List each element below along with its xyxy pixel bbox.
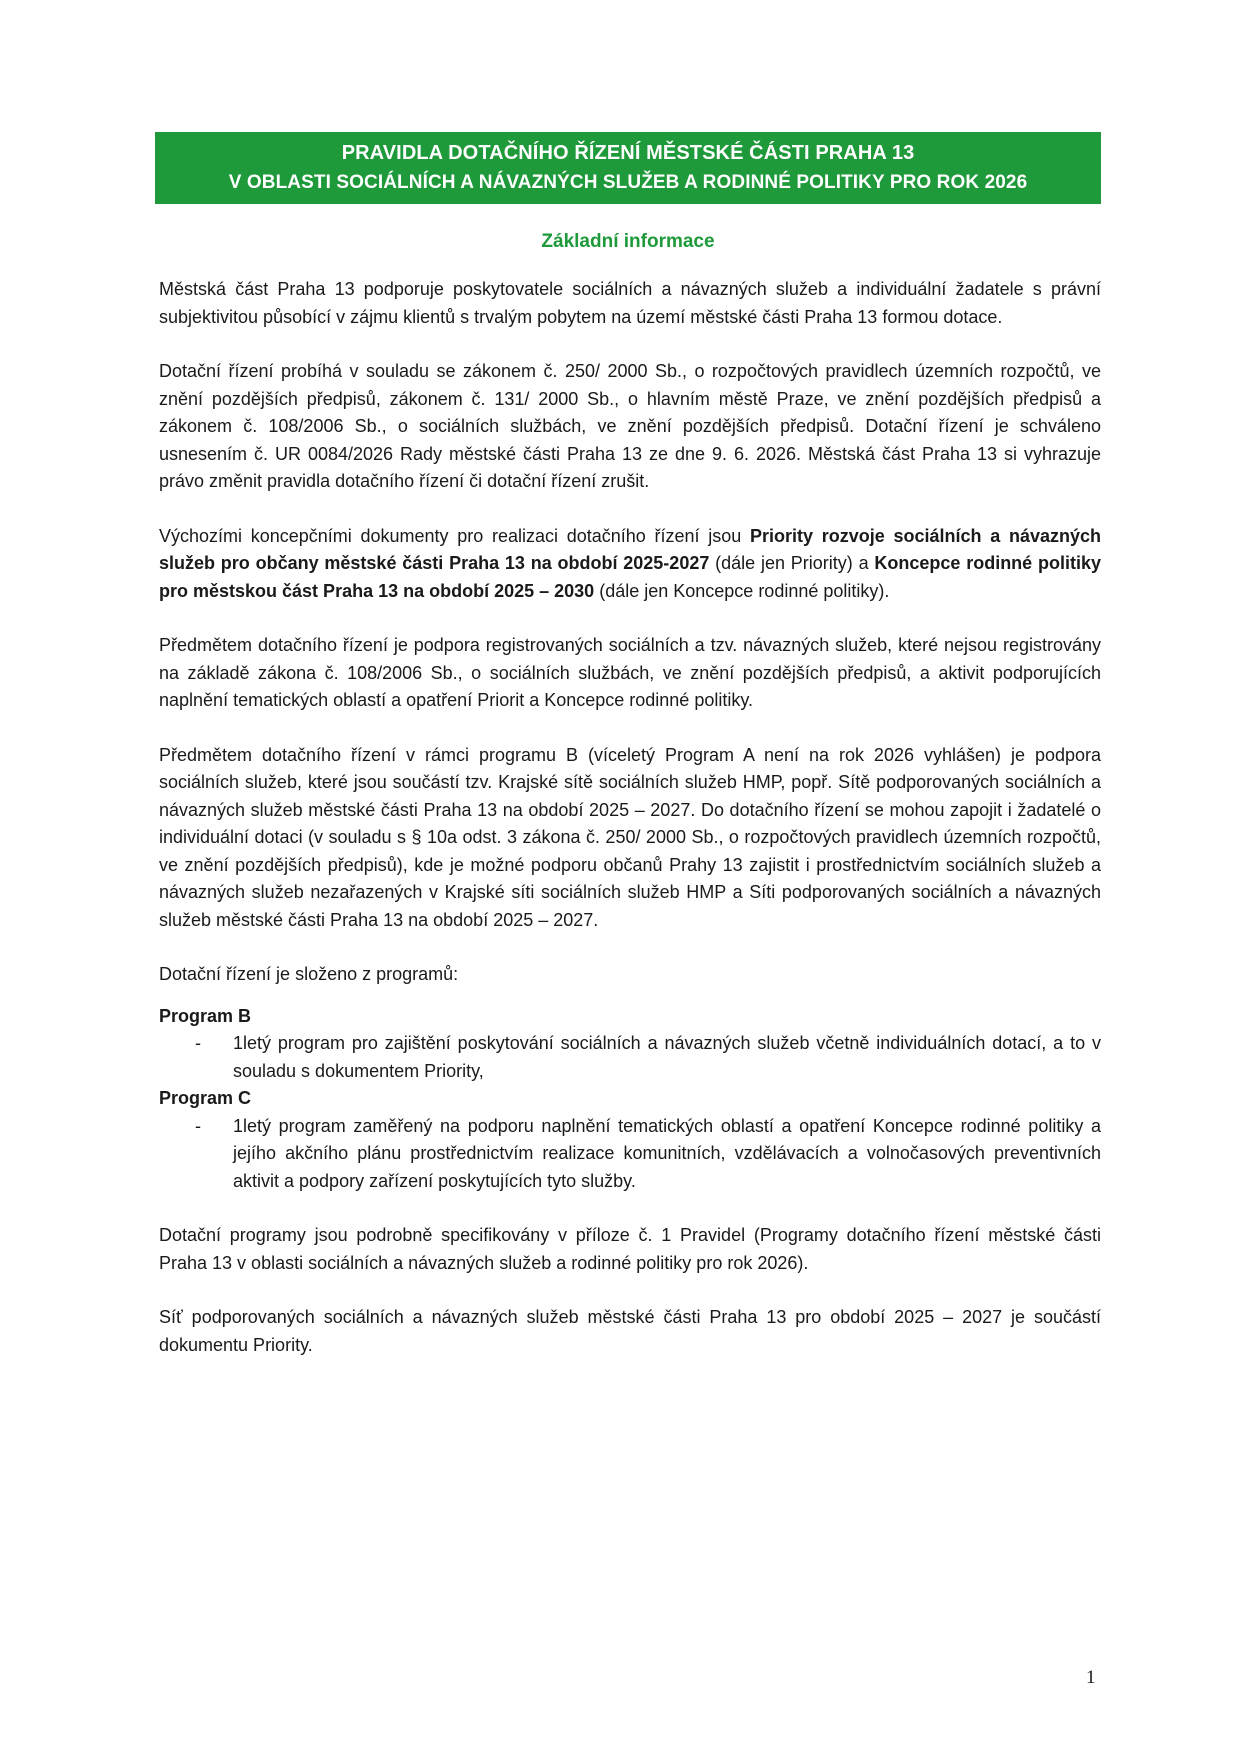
list-dash: - — [195, 1115, 201, 1136]
program-c-item — [159, 1113, 1101, 1196]
paragraph-network: Síť podporovaných sociálních a návazných služeb městské části Praha 13 pro období 2025 – 2027 je součástí dokumentu Priority. — [159, 1307, 1101, 1355]
paragraph-intro: Městská část Praha 13 podporuje poskytovatele sociálních a návazných služeb a individuální žadatele s právní subjektivitou působící v zájmu klientů s trvalým pobytem na území městské části Praha 13 formou dotace. — [159, 279, 1101, 327]
paragraph-text: (dále jen Koncepce rodinné politiky). — [594, 580, 890, 601]
paragraph-concept-documents — [159, 523, 1101, 606]
paragraph-text: Výchozími koncepčními dokumenty pro realizaci dotačního řízení jsou — [159, 525, 750, 546]
paragraph-program-b-subject: Předmětem dotačního řízení v rámci programu B (víceletý Program A není na rok 2026 vyhlášen) je podpora sociálních služeb, které jsou součástí tzv. Krajské sítě sociálních služeb HMP, popř. Sítě podporovaných sociálních a návazných služeb městské části Praha 13 na období 2025 – 2027. Do dotačního řízení se mohou zapojit i žadatelé o individuální dotaci (v souladu s § 10a odst. 3 zákona č. 250/ 2000 Sb., o rozpočtových pravidlech územních rozpočtů, ve znění pozdějších předpisů), kde je možné podporu občanů Prahy 13 zajistit i prostřednictvím sociálních služeb a návazných služeb nezařazených v Krajské síti sociálních služeb HMP a Síti podporovaných sociálních a návazných služeb městské části Praha 13 na období 2025 – 2027. — [159, 744, 1101, 930]
section-title: Základní informace — [541, 231, 715, 252]
document-body — [159, 276, 1101, 1386]
paragraph-text: (dále jen Priority) a — [709, 553, 875, 573]
program-b-description: 1letý program pro zajištění poskytování sociálních a návazných služeb včetně individuálních dotací, a to v souladu s dokumentem Priority, — [233, 1033, 1101, 1081]
document-title-line2: V OBLASTI SOCIÁLNÍCH A NÁVAZNÝCH SLUŽEB A RODINNÉ POLITIKY PRO ROK 2026 — [228, 172, 1028, 193]
paragraph-annex-reference: Dotační programy jsou podrobně specifikovány v příloze č. 1 Pravidel (Programy dotačního řízení městské části Praha 13 v oblasti sociálních a návazných služeb a rodinné politiky pro rok 2026). — [159, 1225, 1101, 1273]
program-b-heading: Program B — [159, 1005, 252, 1026]
program-b-item — [159, 1030, 1101, 1085]
document-title-line1: PRAVIDLA DOTAČNÍHO ŘÍZENÍ MĚSTSKÉ ČÁSTI PRAHA 13 — [341, 142, 915, 164]
list-dash: - — [195, 1033, 201, 1053]
paragraph-programs-intro: Dotační řízení je složeno z programů: — [159, 964, 459, 984]
family-policy-document-name: Koncepce rodinné politiky pro městskou část Praha 13 na období 2025 – 2030 — [159, 553, 1101, 601]
program-c-description: 1letý program zaměřený na podporu naplnění tematických oblastí a opatření Koncepce rodinné politiky a jejího akčního plánu prostřednictvím realizace komunitních, vzdělávacích a volnočasových preventivních aktivit a podpory zařízení poskytujících tyto služby. — [233, 1115, 1101, 1191]
program-c-heading: Program C — [159, 1088, 252, 1108]
paragraph-subject: Předmětem dotačního řízení je podpora registrovaných sociálních a tzv. návazných služeb, které nejsou registrovány na základě zákona č. 108/2006 Sb., o sociálních službách, ve znění pozdějších předpisů, a aktivit podporujících naplnění tematických oblastí a opatření Priorit a Koncepce rodinné politiky. — [159, 635, 1101, 710]
priorities-document-name: Priority rozvoje sociálních a návazných služeb pro občany městské části Praha 13 na období 2025-2027 — [159, 525, 1101, 573]
programs-list — [159, 1003, 1101, 1196]
page-number: 1 — [1086, 1667, 1096, 1688]
title-banner — [155, 132, 1101, 204]
paragraph-legal-basis: Dotační řízení probíhá v souladu se zákonem č. 250/ 2000 Sb., o rozpočtových pravidlech územních rozpočtů, ve znění pozdějších předpisů, zákonem č. 131/ 2000 Sb., o hlavním městě Praze, ve znění pozdějších předpisů a zákonem č. 108/2006 Sb., o sociálních službách, ve znění pozdějších předpisů. Dotační řízení je schváleno usnesením č. UR 0084/2026 Rady městské části Praha 13 ze dne 9. 6. 2026. Městská část Praha 13 si vyhrazuje právo změnit pravidla dotačního řízení či dotační řízení zrušit. — [159, 361, 1101, 491]
